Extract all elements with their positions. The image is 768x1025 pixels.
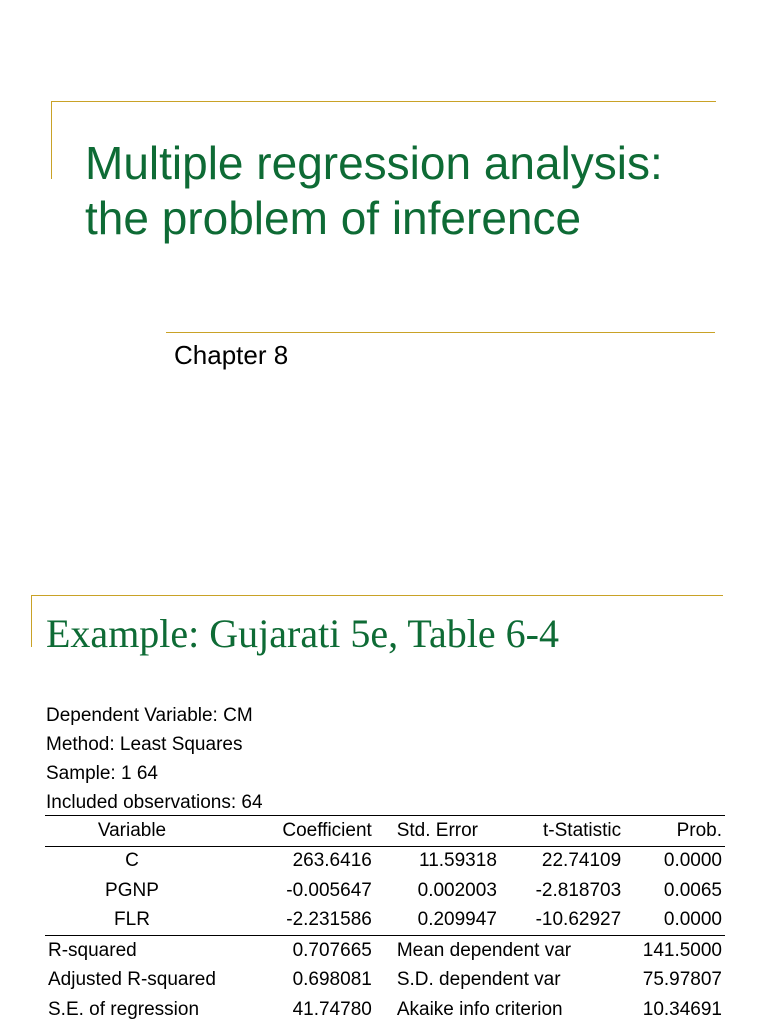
regression-table — [45, 815, 725, 1025]
std-error-cell: 0.002003 — [417, 879, 497, 901]
stat-value: 0.707665 — [292, 939, 372, 961]
stat-value: 41.74780 — [292, 998, 372, 1020]
prob-cell: 0.0000 — [624, 906, 725, 936]
column-header: t-Statistic — [500, 816, 624, 847]
prob-cell: 0.0000 — [663, 850, 722, 872]
stat-value: 141.5000 — [642, 939, 722, 961]
top-rule — [51, 101, 716, 102]
variable-cell: FLR — [45, 906, 219, 936]
stat-value: 0.698081 — [292, 969, 372, 991]
stat-label: R-squared — [48, 939, 137, 961]
meta-sample: Sample: 1 64 — [46, 763, 158, 784]
stat-label: S.E. of regression — [48, 998, 200, 1020]
left-rule — [51, 101, 52, 179]
subtitle-rule — [166, 332, 715, 333]
std-error-cell: 11.59318 — [419, 850, 497, 872]
variable-cell: PGNP — [105, 879, 159, 901]
meta-dependent-variable: Dependent Variable: CM — [46, 705, 253, 726]
stats-row — [45, 936, 725, 966]
t-statistic-cell: 22.74109 — [541, 850, 622, 872]
column-header: Std. Error — [375, 816, 500, 847]
coefficient-cell: -2.231586 — [219, 906, 375, 936]
slide-title: Example: Gujarati 5e, Table 6-4 — [46, 611, 559, 656]
table-row — [45, 906, 725, 936]
table-row — [45, 846, 725, 876]
stat-value: 10.34691 — [642, 998, 722, 1020]
stat-label: Adjusted R-squared — [48, 969, 216, 991]
coefficient-cell: 263.6416 — [292, 850, 372, 872]
slide-subtitle: Chapter 8 — [174, 340, 289, 370]
stat-label: Mean dependent var — [396, 939, 572, 961]
table-header-row — [45, 816, 725, 847]
slide-title: Multiple regression analysis: the problem of inference — [85, 137, 663, 244]
stats-row — [45, 995, 725, 1025]
column-header: Prob. — [624, 816, 725, 847]
variable-cell: C — [125, 850, 139, 872]
table-row — [45, 876, 725, 906]
meta-method: Method: Least Squares — [46, 734, 243, 755]
top-rule — [31, 595, 723, 596]
t-statistic-cell: -2.818703 — [535, 879, 622, 901]
coefficient-cell: -0.005647 — [286, 879, 372, 901]
column-header: Coefficient — [219, 816, 375, 847]
stats-row — [45, 966, 725, 996]
column-header: Variable — [45, 816, 219, 847]
stat-value: 75.97807 — [642, 969, 722, 991]
stat-label: S.D. dependent var — [396, 969, 561, 991]
example-slide — [0, 560, 768, 1024]
prob-cell: 0.0065 — [663, 879, 722, 901]
std-error-cell: 0.209947 — [375, 906, 500, 936]
t-statistic-cell: -10.62927 — [500, 906, 624, 936]
meta-observations: Included observations: 64 — [46, 792, 263, 813]
stat-label: Akaike info criterion — [396, 998, 563, 1020]
left-rule — [31, 595, 32, 647]
